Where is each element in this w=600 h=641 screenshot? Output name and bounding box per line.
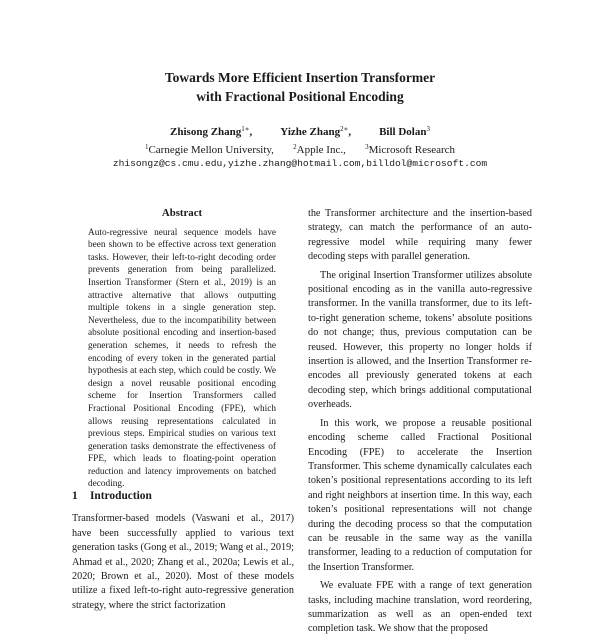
abstract-text: Auto-regressive neural sequence models have been shown to be effective across text generation tasks. However, their left-to-right decoding order prevents generation from being parallelized. Insertion Transformer (Stern et al., 2019) is an attractive alternative that allows outputting multiple tokens in a single generation step. Nevertheless, due to the incompatibility between absolute positional encoding and insertion-based generation schemes, it needs to refresh the encoding of every token in the generated partial hypothesis at each step, which could be costly. We design a novel reusable positional encoding scheme for Insertion Transformers called Fractional Positional Encoding (FPE), which allows reusing representations calculated in previous steps. Empirical studies on various text generation tasks demonstrate the effectiveness of FPE, which leads to floating-point operation reduction and latency improvements on batched decoding. xyxy=(88,227,276,490)
affiliation: $^3$Microsoft Research xyxy=(365,142,456,156)
introduction-section xyxy=(72,489,294,613)
introduction-text: Transformer-based models (Vaswani et al., 2017) have been successfully applied to various text generation tasks (Gong et al., 2019; Wang et al., 2019; Ahmad et al., 2020; Zhang et al., 2020a; Lewis et al., 2020; Brown et al., 2020). Most of these models utilize a fixed left-to-right auto-regressive generation strategy, where the strict factorization xyxy=(72,513,294,611)
author-name: Yizhe Zhang$^{2∗}$, xyxy=(280,125,352,138)
introduction-heading xyxy=(72,489,294,503)
abstract-heading: Abstract xyxy=(161,207,203,219)
right-column xyxy=(308,207,532,641)
author-block xyxy=(0,122,600,172)
affiliation: $^1$Carnegie Mellon University, xyxy=(144,142,274,156)
section-number: 1 xyxy=(72,490,78,502)
title-line-1: Towards More Efficient Insertion Transformer xyxy=(164,70,436,85)
paragraph: In this work, we propose a reusable positional encoding scheme called Fractional Positional Encoding (FPE) to accelerate the Insertion Transformer. This scheme dynamically calculates each token’s positional representations according to its left and right neighbors at insertion time. In this way, each token’s positional representations will not change during the decoding process so that the computation can be reusable in the same way as the vanilla transformer, leading to a reduction of computation for the Insertion Transformer. xyxy=(308,417,532,573)
author-names xyxy=(0,122,600,140)
paper-title xyxy=(0,68,600,106)
affiliation: $^2$Apple Inc., xyxy=(293,142,346,156)
paragraph: We evaluate FPE with a range of text generation tasks, including machine translation, word reordering, summarization as well as an open-ended text completion task. We show that the proposed xyxy=(308,580,532,635)
author-name: Bill Dolan$^3$ xyxy=(379,125,430,138)
section-title: Introduction xyxy=(90,490,152,502)
author-name: Zhisong Zhang$^{1∗}$, xyxy=(170,125,253,138)
title-line-2: with Fractional Positional Encoding xyxy=(196,89,404,104)
author-affiliations xyxy=(0,140,600,158)
author-emails: zhisongz@cs.cmu.edu,yizhe.zhang@hotmail.com,billdol@microsoft.com xyxy=(112,158,488,169)
paragraph: the Transformer architecture and the insertion-based strategy, can match the performance of an auto-regressive model while requiring many fewer decoding steps with parallel generation. xyxy=(308,208,532,263)
paragraph: The original Insertion Transformer utilizes absolute positional encoding as in the vanilla auto-regressive transformer. In the vanilla transformer, due to its left-to-right generation scheme, tokens’ absolute positions do not change; thus, previous computation can be reused. However, this property no longer holds if insertion is allowed, and the Insertion Transformer re-encodes all previously generated tokens at each decoding step, which brings additional computational overheads. xyxy=(308,269,532,411)
abstract-section xyxy=(88,207,276,491)
